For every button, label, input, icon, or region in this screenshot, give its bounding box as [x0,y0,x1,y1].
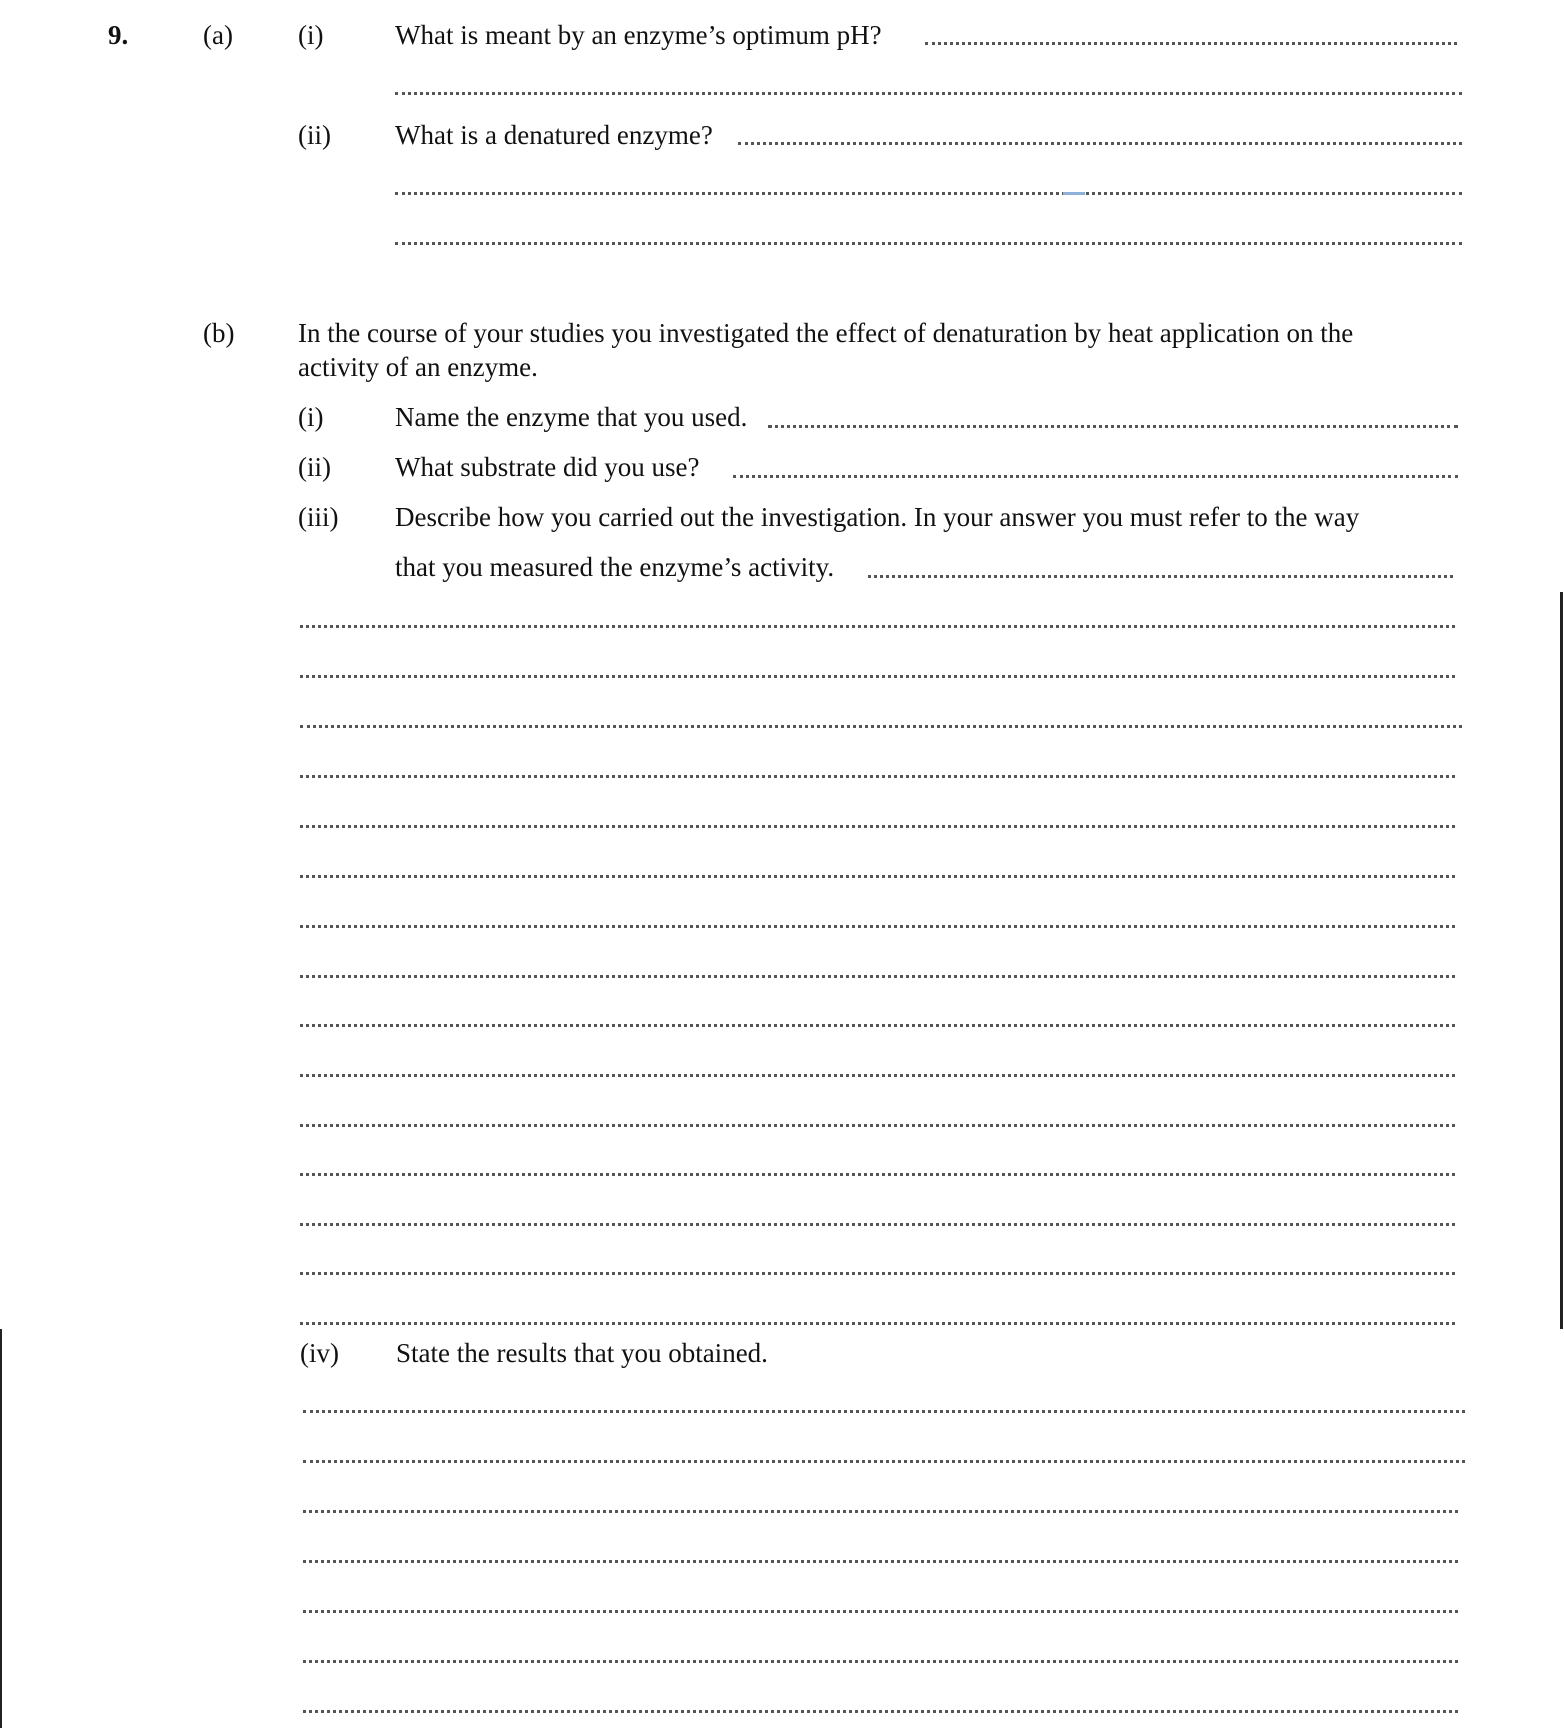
part-b-label: (b) [203,318,235,348]
part-b-intro-line-1: In the course of your studies you investigated the effect of denaturation by heat application on the [298,318,1354,348]
answer-line-b-iii[interactable] [300,1223,1455,1226]
part-a-ii-label: (ii) [298,120,331,150]
part-a-label: (a) [203,20,233,50]
answer-line-b-iv[interactable] [303,1460,1465,1463]
part-b-intro-line-2: activity of an enzyme. [298,352,538,382]
answer-line-b-iii[interactable] [300,725,1462,728]
answer-line-b-iii[interactable] [300,1272,1455,1275]
answer-line-a-i-2[interactable] [395,92,1462,95]
answer-line-a-ii-3[interactable] [395,242,1462,245]
answer-line-b-iii-0[interactable] [868,575,1453,578]
answer-line-b-iii[interactable] [300,1124,1455,1127]
answer-line-b-iii[interactable] [300,775,1455,778]
part-b-iii-label: (iii) [298,502,339,532]
answer-line-a-ii-2[interactable] [395,192,1462,195]
answer-line-b-iv[interactable] [303,1660,1458,1663]
answer-line-b-iv[interactable] [303,1710,1458,1713]
answer-line-b-iii[interactable] [300,1322,1455,1325]
right-margin-bar [1560,592,1563,1329]
answer-line-b-iii[interactable] [300,1024,1455,1027]
answer-line-b-iii[interactable] [300,825,1455,828]
answer-line-b-iii[interactable] [300,975,1455,978]
answer-line-b-iv[interactable] [303,1510,1458,1513]
part-b-ii-question: What substrate did you use? [395,452,700,482]
part-b-iii-question-line-2: that you measured the enzyme’s activity. [395,552,835,582]
answer-line-b-iii[interactable] [300,1173,1455,1176]
left-margin-bar [0,1329,2,1728]
answer-line-b-iv[interactable] [303,1560,1458,1563]
part-b-i-label: (i) [298,402,324,432]
answer-line-b-ii[interactable] [733,475,1458,478]
part-b-iii-question-line-1: Describe how you carried out the investigation. In your answer you must refer to the way [395,502,1360,532]
part-b-iv-label: (iv) [300,1338,339,1368]
answer-line-a-i-1[interactable] [925,42,1457,45]
answer-line-b-iii[interactable] [300,625,1455,628]
answer-line-b-iii[interactable] [300,675,1455,678]
part-a-i-question: What is meant by an enzyme’s optimum pH? [395,20,882,50]
part-b-i-question: Name the enzyme that you used. [395,402,748,432]
part-b-ii-label: (ii) [298,452,331,482]
answer-line-b-i[interactable] [768,425,1458,428]
part-a-i-label: (i) [298,20,324,50]
question-number: 9. [108,20,129,50]
answer-line-b-iii[interactable] [300,1074,1455,1077]
answer-line-b-iv[interactable] [303,1610,1458,1613]
answer-line-b-iii[interactable] [300,925,1455,928]
answer-line-b-iii[interactable] [300,875,1455,878]
answer-line-b-iv[interactable] [303,1410,1465,1413]
answer-line-a-ii-1[interactable] [738,142,1462,145]
part-a-ii-question: What is a denatured enzyme? [395,120,713,150]
ink-mark [1063,192,1085,195]
part-b-iv-question: State the results that you obtained. [396,1338,768,1368]
